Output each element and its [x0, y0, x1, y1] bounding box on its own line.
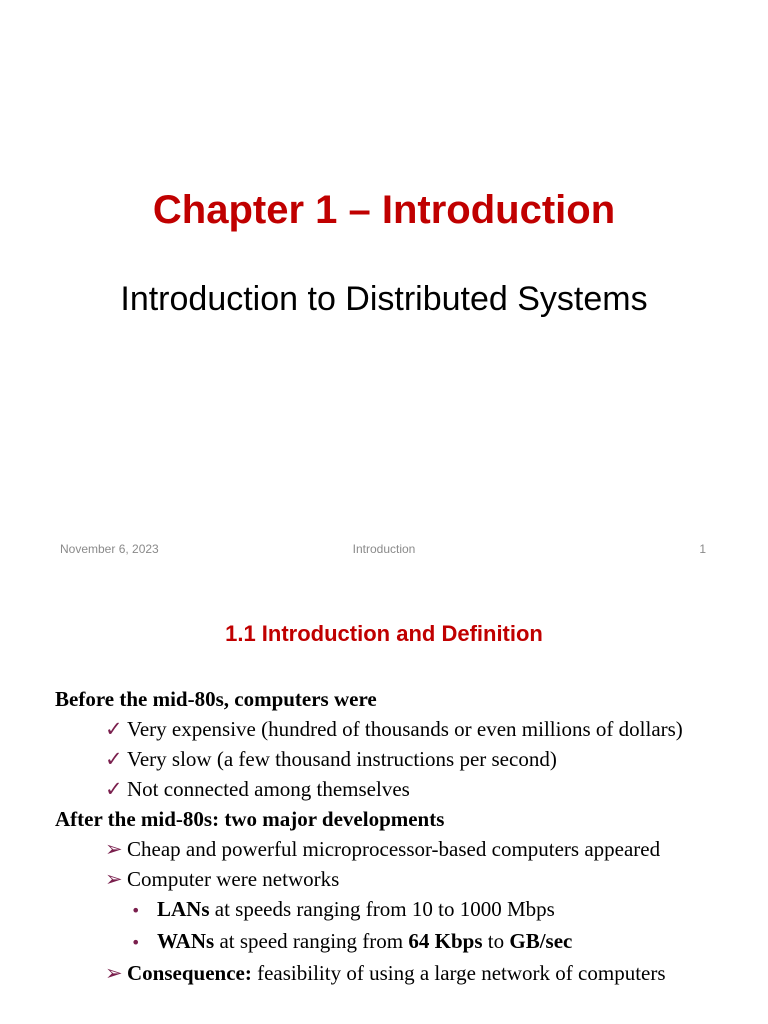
list-item [77, 714, 745, 744]
slide-body [55, 684, 745, 988]
sub-list-item-lan [55, 894, 745, 926]
arrow-bullet-icon: ➢ [105, 961, 123, 985]
list-item [77, 774, 745, 804]
list-item-consequence [77, 958, 745, 988]
dot-bullet-icon: • [131, 933, 141, 952]
item-text: Not connected among themselves [127, 777, 410, 801]
check-icon: ✓ [105, 747, 123, 771]
chapter-title: Chapter 1 – Introduction [152, 188, 616, 232]
wan-to: to [482, 929, 510, 953]
footer-section: Introduction [352, 542, 416, 556]
item-text: Cheap and powerful microprocessor-based computers appeared [127, 837, 661, 861]
footer-date: November 6, 2023 [60, 542, 159, 556]
check-icon: ✓ [105, 777, 123, 801]
chapter-subtitle: Introduction to Distributed Systems [120, 280, 648, 318]
list-item [77, 834, 745, 864]
item-text: Very slow (a few thousand instructions per second) [127, 747, 557, 771]
arrow-bullet-icon: ➢ [105, 867, 123, 891]
item-text: Very expensive (hundred of thousands or even millions of dollars) [127, 717, 683, 741]
check-icon: ✓ [105, 717, 123, 741]
footer-page-number: 1 [699, 542, 706, 556]
item-text: Computer were networks [127, 867, 340, 891]
arrow-bullet-icon: ➢ [105, 837, 123, 861]
wan-label: WANs [157, 929, 215, 953]
sub-list-item-wan [55, 926, 745, 958]
wan-max: GB/sec [509, 929, 573, 953]
list-item [77, 744, 745, 774]
wan-text: at speed ranging from [214, 929, 409, 953]
dot-bullet-icon: • [131, 901, 141, 920]
heading-before-80s: Before the mid-80s, computers were [55, 687, 377, 711]
slide-introduction-definition [0, 576, 768, 1024]
lan-text: at speeds ranging from 10 to 1000 Mbps [209, 897, 555, 921]
section-title: 1.1 Introduction and Definition [225, 621, 543, 646]
consequence-text: feasibility of using a large network of computers [251, 961, 666, 985]
heading-after-80s: After the mid-80s: two major developments [55, 807, 445, 831]
wan-speed: 64 Kbps [408, 929, 483, 953]
lan-label: LANs [157, 897, 210, 921]
consequence-label: Consequence: [127, 961, 252, 985]
list-item [77, 864, 745, 894]
